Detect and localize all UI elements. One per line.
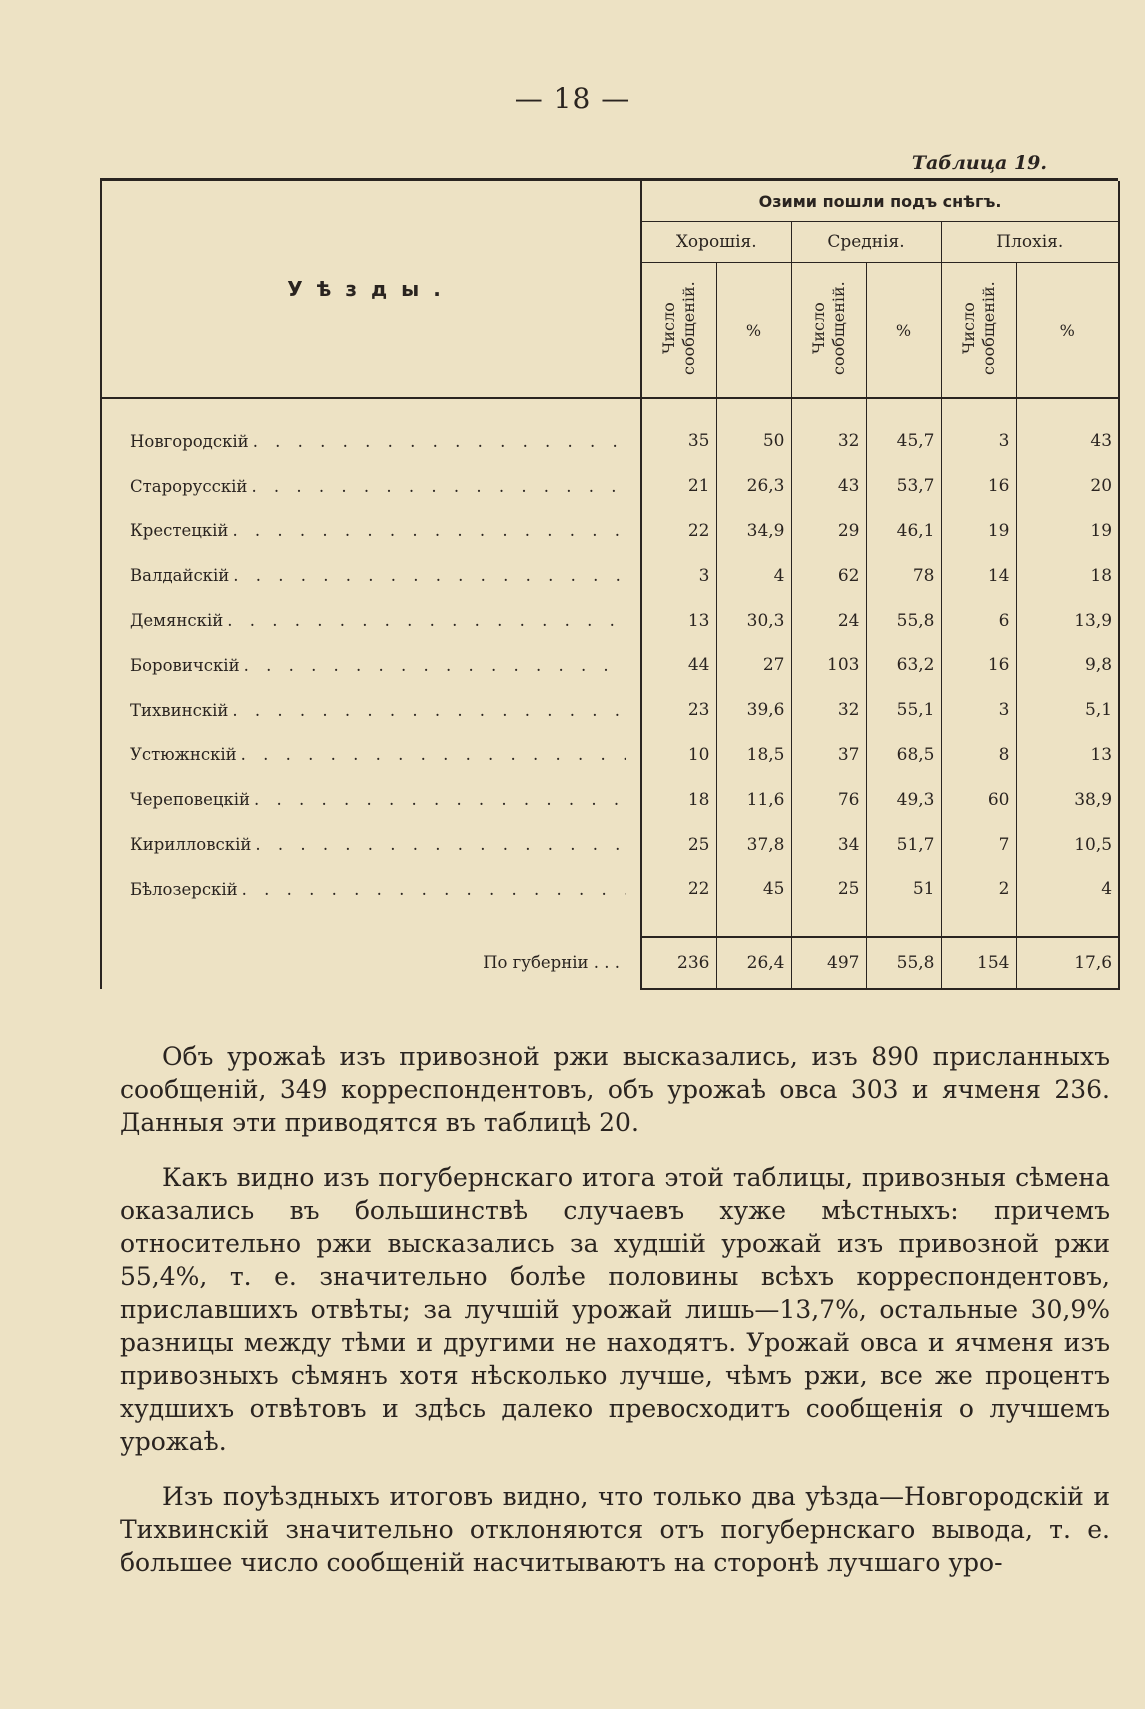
value-cell: 25 bbox=[641, 822, 716, 867]
leader-dots bbox=[253, 432, 626, 451]
table-row bbox=[101, 464, 1119, 509]
district-name-cell bbox=[101, 643, 641, 688]
total-row bbox=[101, 937, 1119, 989]
district-name: Тихвинскій bbox=[130, 700, 229, 720]
value-cell: 23 bbox=[641, 688, 716, 733]
data-table bbox=[100, 181, 1118, 990]
district-name-cell bbox=[101, 419, 641, 464]
group-header-good: Хорошія. bbox=[641, 222, 791, 263]
total-cell: 236 bbox=[641, 937, 716, 989]
value-cell: 18 bbox=[641, 777, 716, 822]
value-cell: 20 bbox=[1016, 464, 1119, 509]
district-name-cell bbox=[101, 464, 641, 509]
winter-crops-table bbox=[100, 181, 1120, 990]
district-name: Кирилловскій bbox=[130, 835, 252, 855]
sub-header-count bbox=[791, 263, 866, 399]
value-cell: 37 bbox=[791, 733, 866, 778]
value-cell: 63,2 bbox=[866, 643, 941, 688]
value-cell: 76 bbox=[791, 777, 866, 822]
value-cell: 18 bbox=[1016, 553, 1119, 598]
value-cell: 10,5 bbox=[1016, 822, 1119, 867]
value-cell: 3 bbox=[941, 688, 1016, 733]
value-cell: 51,7 bbox=[866, 822, 941, 867]
value-cell: 78 bbox=[866, 553, 941, 598]
district-name-cell bbox=[101, 509, 641, 554]
value-cell: 29 bbox=[791, 509, 866, 554]
district-name-cell bbox=[101, 688, 641, 733]
value-cell: 4 bbox=[716, 553, 791, 598]
value-cell: 50 bbox=[716, 419, 791, 464]
value-cell: 37,8 bbox=[716, 822, 791, 867]
table-row bbox=[101, 733, 1119, 778]
value-cell: 55,1 bbox=[866, 688, 941, 733]
body-text bbox=[120, 1040, 1110, 1601]
district-name-cell bbox=[101, 822, 641, 867]
table-body bbox=[101, 419, 1119, 912]
value-cell: 38,9 bbox=[1016, 777, 1119, 822]
district-name: Устюжнскій bbox=[130, 745, 237, 765]
value-cell: 10 bbox=[641, 733, 716, 778]
leader-dots bbox=[251, 477, 626, 496]
value-cell: 44 bbox=[641, 643, 716, 688]
value-cell: 6 bbox=[941, 598, 1016, 643]
district-name-cell bbox=[101, 777, 641, 822]
value-cell: 34 bbox=[791, 822, 866, 867]
total-cell: 55,8 bbox=[866, 937, 941, 989]
value-cell: 16 bbox=[941, 643, 1016, 688]
table-row bbox=[101, 598, 1119, 643]
value-cell: 49,3 bbox=[866, 777, 941, 822]
value-cell: 27 bbox=[716, 643, 791, 688]
value-cell: 5,1 bbox=[1016, 688, 1119, 733]
group-header-poor: Плохія. bbox=[941, 222, 1119, 263]
value-cell: 60 bbox=[941, 777, 1016, 822]
leader-dots bbox=[242, 880, 626, 899]
value-cell: 46,1 bbox=[866, 509, 941, 554]
sub-header-count bbox=[641, 263, 716, 399]
total-label: По губерніи . . . bbox=[101, 937, 641, 989]
district-name: Новгородскій bbox=[130, 431, 249, 451]
table-row bbox=[101, 643, 1119, 688]
sub-header-pct: % bbox=[716, 263, 791, 399]
district-header: Уѣзды. bbox=[101, 181, 641, 398]
value-cell: 55,8 bbox=[866, 598, 941, 643]
leader-dots bbox=[232, 521, 626, 540]
value-cell: 22 bbox=[641, 509, 716, 554]
value-cell: 43 bbox=[791, 464, 866, 509]
sub-header-count-label: Число сообщеній. bbox=[958, 281, 998, 375]
district-name: Крестецкій bbox=[130, 521, 229, 541]
district-name: Старорусскій bbox=[130, 476, 248, 496]
table-caption: Таблица 19. bbox=[911, 152, 1047, 174]
value-cell: 22 bbox=[641, 867, 716, 912]
group-header-medium: Среднія. bbox=[791, 222, 941, 263]
total-cell: 497 bbox=[791, 937, 866, 989]
table-row bbox=[101, 509, 1119, 554]
table-row bbox=[101, 688, 1119, 733]
value-cell: 24 bbox=[791, 598, 866, 643]
district-name-cell bbox=[101, 867, 641, 912]
value-cell: 45 bbox=[716, 867, 791, 912]
sub-header-count-label: Число сообщеній. bbox=[658, 281, 698, 375]
value-cell: 19 bbox=[1016, 509, 1119, 554]
leader-dots bbox=[227, 611, 626, 630]
value-cell: 32 bbox=[791, 419, 866, 464]
sub-header-pct: % bbox=[1016, 263, 1119, 399]
leader-dots bbox=[255, 835, 626, 854]
value-cell: 103 bbox=[791, 643, 866, 688]
table-row bbox=[101, 553, 1119, 598]
paragraph: Изъ поуѣздныхъ итоговъ видно, что только два уѣзда—Новгородскій и Тихвинскій значительно отклоняются отъ погубернскаго вывода, т. е. большее число сообщеній насчитываютъ на сторонѣ лучшаго уро- bbox=[120, 1482, 1110, 1577]
value-cell: 4 bbox=[1016, 867, 1119, 912]
district-name: Боровичскій bbox=[130, 655, 240, 675]
value-cell: 21 bbox=[641, 464, 716, 509]
paragraph: Какъ видно изъ погубернскаго итога этой таблицы, привозныя сѣмена оказались въ большинствѣ случаевъ хуже мѣстныхъ: причемъ относительно ржи высказались за худшій урожай изъ привозной ржи 55,4%, т. е. значительно болѣе половины всѣхъ корреспондентовъ, приславшихъ отвѣты; за лучшій урожай лишь—13,7%, остальные 30,9% разницы между тѣми и другими не находятъ. Урожай овса и ячменя изъ привозныхъ сѣмянъ хотя нѣсколько лучше, чѣмъ ржи, все же процентъ худшихъ отвѣтовъ и здѣсь далеко превосходитъ сообщенія о лучшемъ урожаѣ. bbox=[120, 1163, 1110, 1456]
value-cell: 25 bbox=[791, 867, 866, 912]
value-cell: 9,8 bbox=[1016, 643, 1119, 688]
value-cell: 11,6 bbox=[716, 777, 791, 822]
value-cell: 3 bbox=[941, 419, 1016, 464]
value-cell: 26,3 bbox=[716, 464, 791, 509]
district-name-cell bbox=[101, 598, 641, 643]
table-row bbox=[101, 867, 1119, 912]
total-cell: 154 bbox=[941, 937, 1016, 989]
value-cell: 43 bbox=[1016, 419, 1119, 464]
leader-dots bbox=[244, 656, 626, 675]
sub-header-pct: % bbox=[866, 263, 941, 399]
value-cell: 53,7 bbox=[866, 464, 941, 509]
value-cell: 18,5 bbox=[716, 733, 791, 778]
total-cell: 17,6 bbox=[1016, 937, 1119, 989]
value-cell: 35 bbox=[641, 419, 716, 464]
leader-dots bbox=[233, 566, 626, 585]
district-name: Бѣлозерскій bbox=[130, 879, 238, 899]
value-cell: 19 bbox=[941, 509, 1016, 554]
table-row bbox=[101, 419, 1119, 464]
value-cell: 14 bbox=[941, 553, 1016, 598]
value-cell: 39,6 bbox=[716, 688, 791, 733]
value-cell: 13 bbox=[1016, 733, 1119, 778]
value-cell: 13 bbox=[641, 598, 716, 643]
value-cell: 32 bbox=[791, 688, 866, 733]
total-cell: 26,4 bbox=[716, 937, 791, 989]
paragraph: Объ урожаѣ изъ привозной ржи высказались, изъ 890 присланныхъ сообщеній, 349 корреспондентовъ, объ урожаѣ овса 303 и ячменя 236. Данныя эти приводятся въ таблицѣ 20. bbox=[120, 1042, 1110, 1137]
value-cell: 30,3 bbox=[716, 598, 791, 643]
value-cell: 3 bbox=[641, 553, 716, 598]
value-cell: 68,5 bbox=[866, 733, 941, 778]
value-cell: 62 bbox=[791, 553, 866, 598]
main-header: Озими пошли подъ снѣгъ. bbox=[641, 181, 1119, 222]
value-cell: 2 bbox=[941, 867, 1016, 912]
value-cell: 16 bbox=[941, 464, 1016, 509]
value-cell: 34,9 bbox=[716, 509, 791, 554]
district-name-cell bbox=[101, 733, 641, 778]
page-number: — 18 — bbox=[514, 82, 631, 115]
value-cell: 8 bbox=[941, 733, 1016, 778]
value-cell: 45,7 bbox=[866, 419, 941, 464]
leader-dots bbox=[241, 745, 626, 764]
leader-dots bbox=[232, 701, 626, 720]
value-cell: 7 bbox=[941, 822, 1016, 867]
district-name: Демянскій bbox=[130, 611, 224, 631]
table-row bbox=[101, 822, 1119, 867]
sub-header-count-label: Число сообщеній. bbox=[808, 281, 848, 375]
district-name: Череповецкій bbox=[130, 790, 251, 810]
table-row bbox=[101, 777, 1119, 822]
value-cell: 13,9 bbox=[1016, 598, 1119, 643]
leader-dots bbox=[254, 790, 626, 809]
value-cell: 51 bbox=[866, 867, 941, 912]
district-name: Валдайскій bbox=[130, 566, 230, 586]
sub-header-count bbox=[941, 263, 1016, 399]
district-name-cell bbox=[101, 553, 641, 598]
